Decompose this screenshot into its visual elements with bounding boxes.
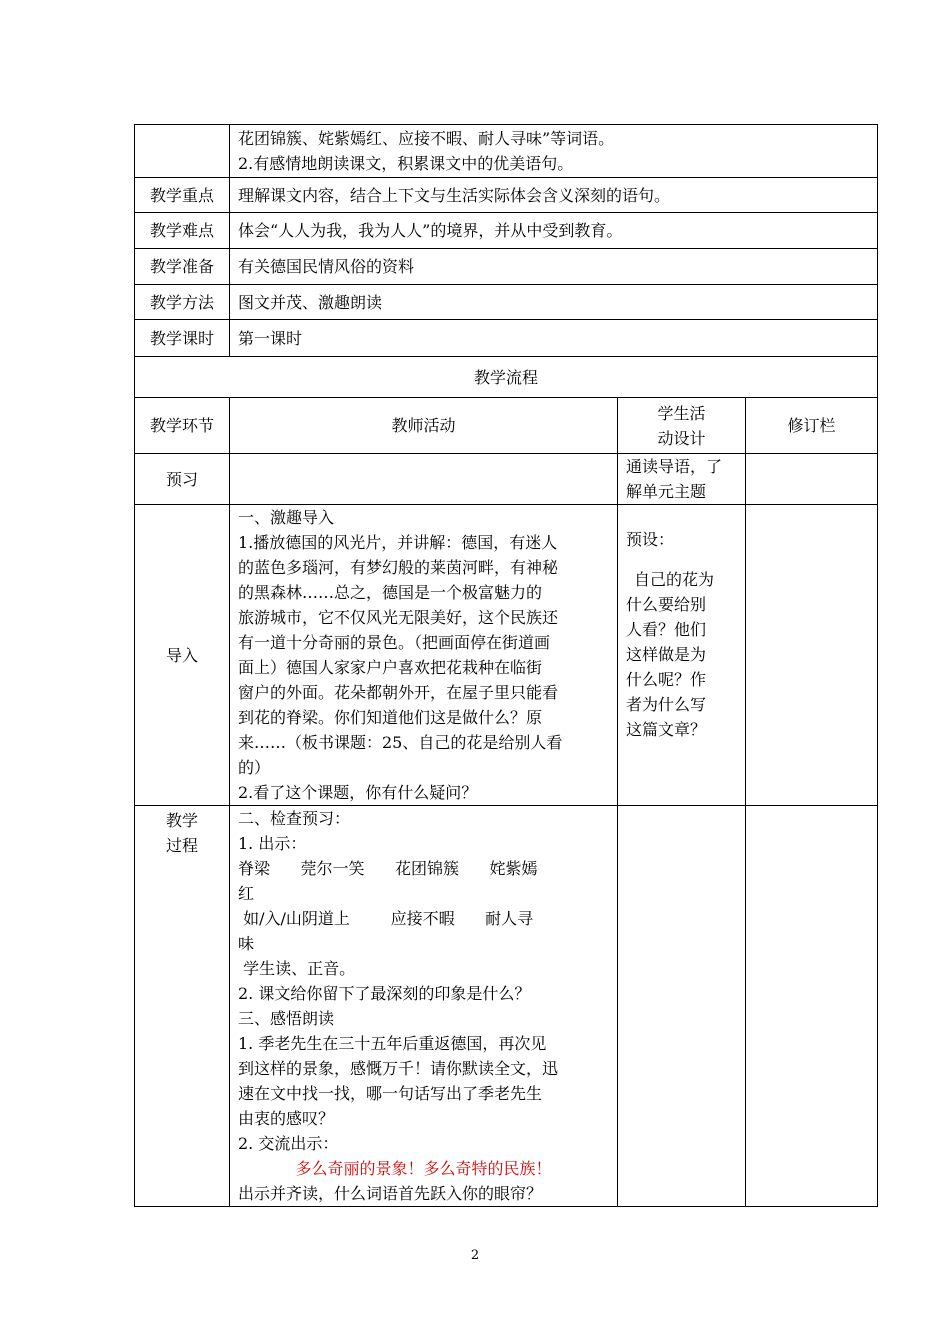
row-label: 教学准备 xyxy=(135,249,230,285)
intro-student-line: 什么呢？作 xyxy=(626,670,707,689)
spacer xyxy=(626,552,737,567)
goals-continuation-cell xyxy=(230,125,878,178)
goals-label-cell xyxy=(135,125,230,178)
preview-teacher-cell xyxy=(230,454,618,505)
intro-row xyxy=(135,505,878,806)
intro-line: 有一道十分奇丽的景色。（把画面停在街道画 xyxy=(238,633,551,652)
intro-student-cell xyxy=(618,505,746,806)
process-line: 如/入/山阴道上 应接不暇 耐人寻 xyxy=(238,909,534,928)
header-stage: 教学环节 xyxy=(135,398,230,454)
intro-line: 的黑森林……总之，德国是一个极富魅力的 xyxy=(238,583,543,602)
process-row xyxy=(135,806,878,1207)
process-line: 由衷的感叹？ xyxy=(238,1109,335,1128)
process-line: 到这样的景象，感慨万千！请你默读全文，迅 xyxy=(238,1059,559,1078)
highlight-sentence: 多么奇丽的景象！多么奇特的民族！ xyxy=(295,1159,552,1178)
header-student-line: 动设计 xyxy=(657,428,706,448)
process-line: 2. 交流出示： xyxy=(238,1134,339,1153)
header-revision: 修订栏 xyxy=(746,398,878,454)
process-line: 学生读、正音。 xyxy=(238,959,356,978)
header-student xyxy=(618,398,746,454)
intro-line: 面上）德国人家家户户喜欢把花栽种在临街 xyxy=(238,658,543,677)
process-line: 味 xyxy=(238,934,255,953)
preview-stage: 预习 xyxy=(135,454,230,505)
process-line: 1. 出示： xyxy=(238,834,307,853)
row-label: 教学难点 xyxy=(135,213,230,249)
process-line: 脊梁 莞尔一笑 花团锦簇 姹紫嫣 xyxy=(238,859,538,878)
preparation-row xyxy=(135,249,878,285)
lesson-plan-table xyxy=(134,124,878,1207)
preview-student-line: 解单元主题 xyxy=(626,482,707,501)
intro-line: 来……（板书课题：25、自己的花是给别人看 xyxy=(238,733,563,752)
flow-title: 教学流程 xyxy=(135,357,878,398)
process-stage xyxy=(135,806,230,1207)
goals-continuation-row xyxy=(135,125,878,178)
header-teacher: 教师活动 xyxy=(230,398,618,454)
intro-stage: 导入 xyxy=(135,505,230,806)
process-line: 1. 季老先生在三十五年后重返德国，再次见 xyxy=(238,1034,547,1053)
intro-line: 一、激趣导入 xyxy=(238,508,335,527)
preview-revision-cell xyxy=(746,454,878,505)
key-points-row xyxy=(135,178,878,213)
process-line: 出示并齐读，什么词语首先跃入你的眼帘？ xyxy=(238,1184,543,1203)
intro-student-line: 人看？他们 xyxy=(626,620,707,639)
intro-teacher-cell xyxy=(230,505,618,806)
process-stage-line: 过程 xyxy=(165,836,198,855)
row-value: 第一课时 xyxy=(230,320,878,357)
flow-title-row xyxy=(135,357,878,398)
difficulty-row xyxy=(135,213,878,249)
intro-line: 的） xyxy=(238,758,271,777)
intro-student-line: 自己的花为 xyxy=(634,570,715,589)
preview-student-line: 通读导语，了 xyxy=(626,457,723,476)
intro-line: 窗户的外面。花朵都朝外开，在屋子里只能看 xyxy=(238,683,559,702)
intro-student-line: 什么要给别 xyxy=(626,595,707,614)
process-line: 三、感悟朗读 xyxy=(238,1009,335,1028)
row-label: 教学课时 xyxy=(135,320,230,357)
intro-student-line: 者为什么写 xyxy=(626,695,707,714)
row-value: 体会“人人为我，我为人人”的境界，并从中受到教育。 xyxy=(230,213,878,249)
lesson-count-row xyxy=(135,320,878,357)
row-value: 图文并茂、激趣朗读 xyxy=(230,285,878,320)
method-row xyxy=(135,285,878,320)
intro-line: 到花的脊梁。你们知道他们这是做什么？原 xyxy=(238,708,543,727)
process-line: 速在文中找一找，哪一句话写出了季老先生 xyxy=(238,1084,543,1103)
intro-student-line: 这样做是为 xyxy=(626,645,707,664)
process-teacher-cell xyxy=(230,806,618,1207)
header-student-line: 学生活 xyxy=(657,403,706,423)
process-line: 红 xyxy=(238,884,255,903)
process-line: 二、检查预习： xyxy=(238,809,351,828)
goals-line: 2.有感情地朗读课文，积累课文中的优美语句。 xyxy=(238,154,574,173)
process-student-cell xyxy=(618,806,746,1207)
process-line: 2. 课文给你留下了最深刻的印象是什么？ xyxy=(238,984,531,1003)
page-number: 2 xyxy=(470,1248,480,1263)
flow-header-row xyxy=(135,398,878,454)
intro-line: 2.看了这个课题，你有什么疑问？ xyxy=(238,783,478,802)
intro-line: 1.播放德国的风光片，并讲解：德国，有迷人 xyxy=(238,533,558,552)
goals-line: 花团锦簇、姹紫嫣红、应接不暇、耐人寻味”等词语。 xyxy=(238,129,615,148)
intro-student-preset: 预设： xyxy=(626,530,675,549)
intro-line: 旅游城市，它不仅风光无限美好，这个民族还 xyxy=(238,608,559,627)
preview-row xyxy=(135,454,878,505)
intro-student-line: 这篇文章？ xyxy=(626,720,707,739)
intro-revision-cell xyxy=(746,505,878,806)
row-label: 教学方法 xyxy=(135,285,230,320)
intro-line: 的蓝色多瑙河，有梦幻般的莱茵河畔，有神秘 xyxy=(238,558,559,577)
row-value: 有关德国民情风俗的资料 xyxy=(230,249,878,285)
row-value: 理解课文内容，结合上下文与生活实际体会含义深刻的语句。 xyxy=(230,178,878,213)
process-stage-line: 教学 xyxy=(165,811,198,830)
process-revision-cell xyxy=(746,806,878,1207)
row-label: 教学重点 xyxy=(135,178,230,213)
preview-student-cell xyxy=(618,454,746,505)
